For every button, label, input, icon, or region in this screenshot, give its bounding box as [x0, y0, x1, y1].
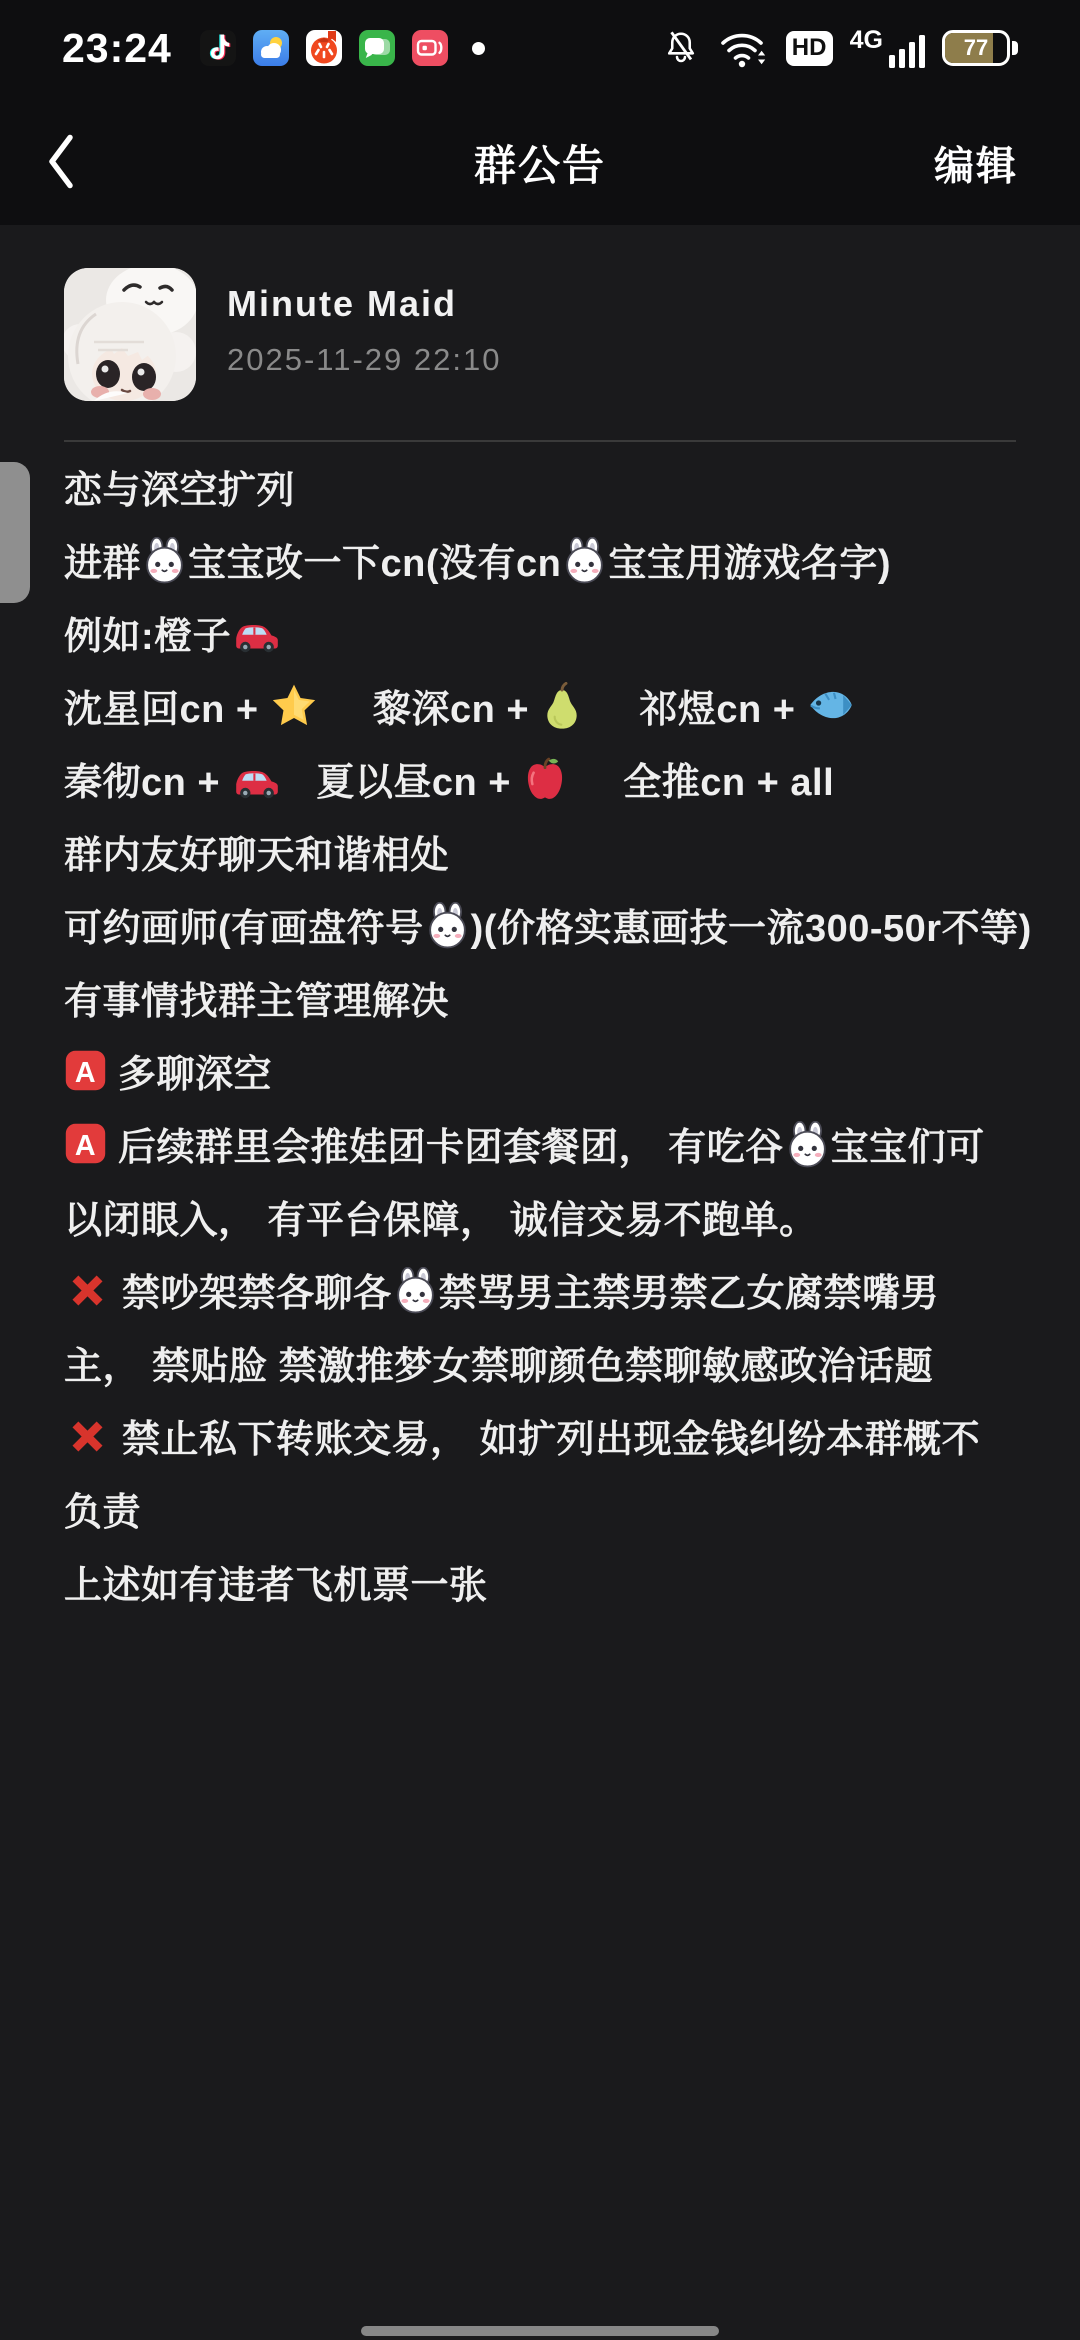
glowing-star-emoji-icon: [270, 682, 318, 730]
announcement-paragraph: A 多聊深空: [64, 1039, 1032, 1112]
home-indicator[interactable]: [361, 2326, 719, 2336]
status-bar: [0, 16, 1080, 80]
notification-app-icons: [200, 30, 448, 66]
announcement-paragraph: 上述如有违者飞机票一张: [64, 1565, 488, 1607]
announcement-paragraph: 可约画师(有画盘符号 )(价格实惠画技一流300-50r不等): [64, 893, 1032, 966]
nav-bar: [0, 118, 1080, 208]
white-rabbit-face-emoji-icon: [392, 1267, 439, 1314]
messages-icon: [359, 30, 395, 66]
edit-button[interactable]: 编辑: [934, 135, 1018, 192]
announcement-paragraph: 群内友好聊天和谐相处: [64, 835, 450, 877]
scrollbar-handle[interactable]: [0, 462, 30, 603]
avatar-illustration: [64, 268, 196, 401]
white-rabbit-face-emoji-icon: [141, 537, 188, 584]
red-letter-A-button-emoji-icon: [64, 1122, 107, 1165]
white-rabbit-face-emoji-icon: [561, 537, 608, 584]
announcement-paragraph: 秦彻cn + 夏以昼cn + 全推cn + all: [64, 747, 1032, 820]
white-rabbit-face-emoji-icon: [424, 902, 471, 949]
announcement-paragraph: 沈星回cn + 黎深cn + 祁煜cn +: [64, 674, 1032, 747]
red-car-emoji-icon: [231, 611, 283, 657]
announcement-paragraph: 禁吵架禁各聊各 禁骂男主禁男禁乙女腐禁嘴男主， 禁贴脸 禁激推梦女禁聊颜色禁聊敏感政治话题: [64, 1258, 976, 1404]
announcement-paragraph: 例如:橙子: [64, 601, 1032, 674]
battery-body: [942, 30, 1010, 66]
red-cross-mark-emoji-icon: [64, 1413, 111, 1460]
red-cross-mark-emoji-icon: [64, 1267, 111, 1314]
author-name: Minute Maid: [227, 283, 457, 324]
announcement-paragraph: 有事情找群主管理解决: [64, 981, 450, 1023]
battery-indicator: [942, 30, 1018, 66]
announcement-paragraph: 禁止私下转账交易， 如扩列出现金钱纠纷本群概不负责: [64, 1404, 1009, 1550]
announcement-body: [64, 442, 1032, 1623]
header: [0, 0, 1080, 225]
wifi-icon: [717, 26, 769, 70]
network-signal-icon: [850, 28, 925, 68]
svg-text:A: A: [74, 1129, 97, 1162]
post-header: [64, 268, 1016, 401]
red-letter-A-button-emoji-icon: [64, 1049, 107, 1092]
mute-bell-icon: [662, 27, 700, 69]
notification-dot-icon: [472, 42, 485, 55]
announcement-paragraph: 恋与深空扩列: [64, 470, 296, 512]
clock: 23:24: [62, 24, 172, 71]
blue-fish-emoji-icon: [807, 683, 857, 727]
announcement-paragraph: 进群 宝宝改一下cn(没有cn 宝宝用游戏名字): [64, 528, 1032, 601]
network-type-label: 4G: [849, 26, 883, 54]
announcement-paragraph: A 后续群里会推娃团卡团套餐团， 有吃谷 宝宝们可以闭眼入， 有平台保障， 诚信交易不跑单。: [64, 1112, 1009, 1258]
white-rabbit-face-emoji-icon: [784, 1121, 831, 1168]
status-bar-left: [62, 24, 485, 71]
pear-emoji-icon: [540, 682, 584, 730]
tiktok-icon: [200, 30, 236, 66]
post-meta: [227, 268, 501, 401]
red-car-emoji-icon: [231, 757, 283, 803]
hd-voice-badge: HD: [786, 31, 833, 66]
page-title: 群公告: [473, 142, 606, 189]
post-timestamp: 2025-11-29 22:10: [227, 342, 502, 377]
svg-text:A: A: [74, 1056, 97, 1089]
weather-icon: [253, 30, 289, 66]
battery-percent: 77: [963, 35, 989, 60]
avatar[interactable]: [64, 268, 196, 401]
screen-record-icon: [412, 30, 448, 66]
tomato-novel-icon: [306, 30, 342, 66]
status-bar-right: [662, 26, 1018, 70]
red-apple-emoji-icon: [522, 755, 568, 803]
